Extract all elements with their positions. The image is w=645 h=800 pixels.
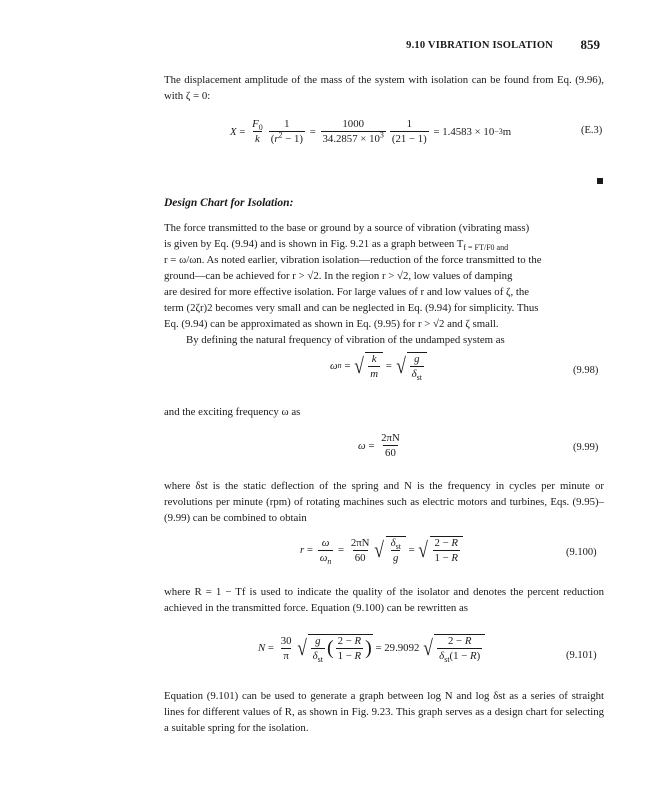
paragraph-force-transmitted (164, 220, 604, 332)
para1-line-2: is given by Eq. (9.94) and is shown in Fig. 9.21 as a graph between $T_{f = FT/F0 and}$ (164, 238, 509, 253)
equation-number-9-98: (9.98) (573, 365, 599, 376)
para1-line-7: Eq. (9.94) can be approximated as shown in Eq. (9.95) for r > √2 and ζ small. (164, 318, 499, 330)
para1-line-3: r = ω/ωn. As noted earlier, vibration isolation—reduction of the force transmitted to the (164, 254, 542, 266)
equation-number-9-100: (9.100) (566, 547, 597, 558)
end-of-example-mark (597, 178, 603, 184)
paragraph-design-chart: Equation (9.101) can be used to generate a graph between log N and log δst as a series of straight lines for different values of R, as shown in Fig. 9.23. This graph serves as a design chart for selecting a suitable spring for the isolation. (164, 690, 604, 734)
section-subheading: Design Chart for Isolation: (164, 197, 294, 209)
para1-line-4: ground—can be achieved for r > √2. In the region r > √2, low values of damping (164, 270, 513, 282)
running-header-section: 9.10 VIBRATION ISOLATION (406, 40, 553, 51)
paragraph-isolator-quality: where R = 1 − Tf is used to indicate the quality of the isolator and denotes the percent reduction achieved in the transmitted force. Equation (9.100) can be rewritten as (164, 586, 604, 614)
equation-9-99: ω = 2πN 60 (358, 432, 400, 459)
paragraph-exciting-frequency: and the exciting frequency ω as (164, 406, 301, 418)
paragraph-natural-frequency: By defining the natural frequency of vibration of the undamped system as (186, 334, 505, 346)
equation-number-e3: (E.3) (581, 125, 603, 136)
para1-line-6: term (2ζr)2 becomes very small and can be neglected in Eq. (9.94) for simplicity. Thus (164, 302, 539, 314)
equation-number-9-101: (9.101) (566, 650, 597, 661)
intro-paragraph: The displacement amplitude of the mass of the system with isolation can be found from Eq. (9.96), with ζ = 0: (164, 74, 604, 102)
equation-9-98: ω n = √ k m = √ g $\delta_{st}$ (330, 352, 427, 380)
equation-9-101: N = 30 π √ g $\delta_{st}$ ( 2 − R 1 − R ) = 29.9092 √ 2 − R $\delta_{st}(1 - R)$ (258, 634, 485, 662)
equation-number-9-99: (9.99) (573, 442, 599, 453)
page-number: 859 (580, 37, 600, 52)
equation-e3: X = $F_0$ k 1 $(r^2 - 1)$ = 1000 $34.2857 \times 10^3$ $\frac{1}{(21 - 1)}$ = 1.4583 × 10 −3 m (230, 118, 512, 145)
equation-9-100: r = ω $\omega_n$ = 2πN 60 √ $\delta_{st}$ g = √ 2 − R 1 − R (300, 536, 463, 564)
paragraph-static-deflection: where δst is the static deflection of the spring and N is the frequency in cycles per minute or revolutions per minute (rpm) of rotating machines such as electric motors and turbines, Eqs. (9.95)–(9.99) can be combined to obtain (164, 480, 604, 524)
para1-line-5: are desired for more effective isolation. For large values of r and low values of ζ, the (164, 286, 530, 298)
para1-line-1: The force transmitted to the base or ground by a source of vibration (vibrating mass) (164, 222, 530, 234)
